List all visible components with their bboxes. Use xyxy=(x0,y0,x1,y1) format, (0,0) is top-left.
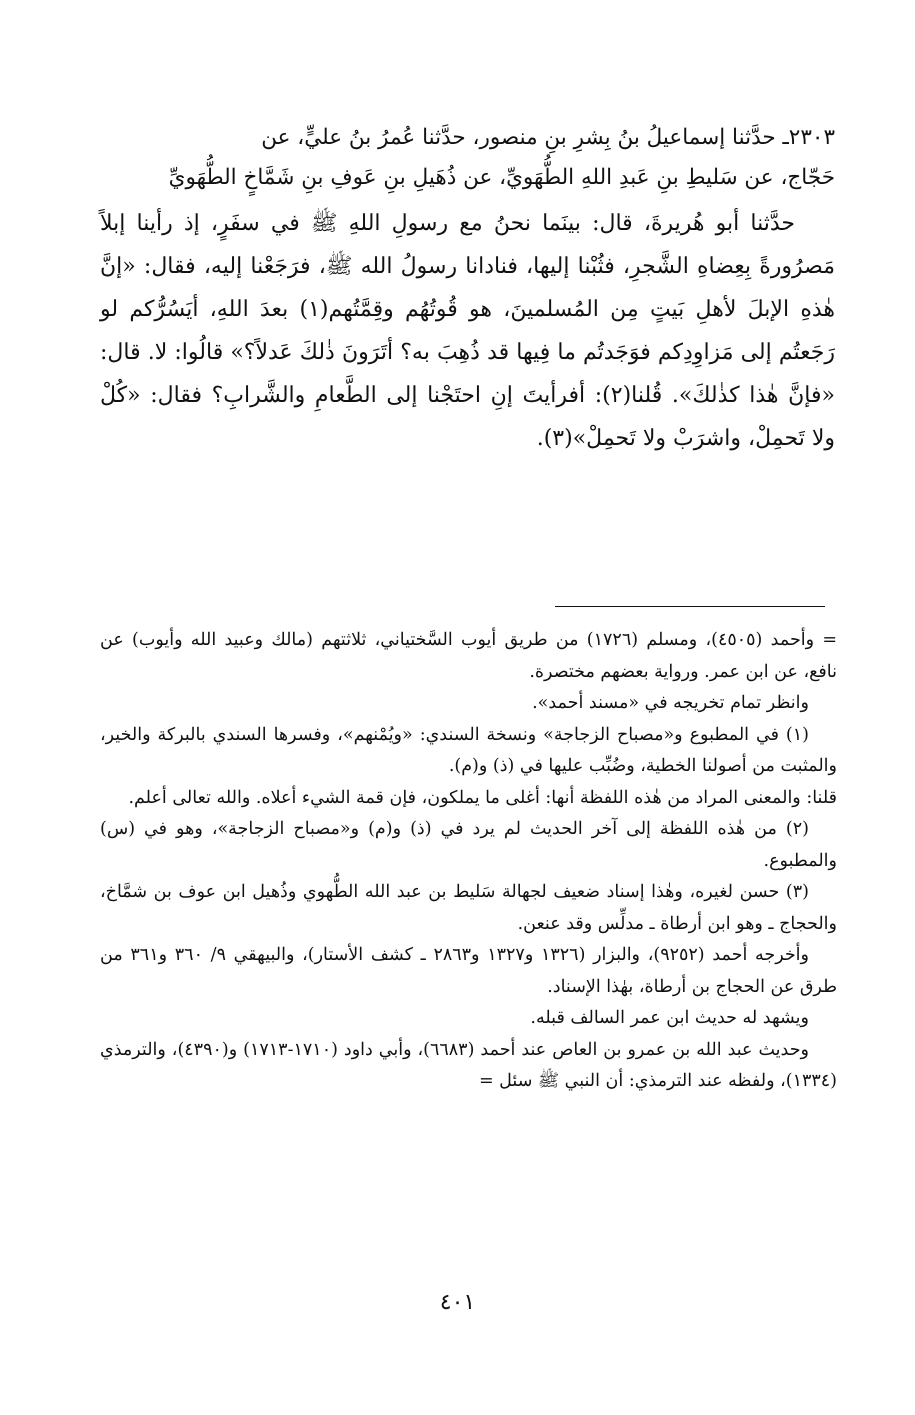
footnote-paragraph: وأخرجه أحمد (٩٢٥٢)، والبزار (١٣٢٦ و١٣٢٧ و٢٨٦٣ ـ كشف الأستار)، والبيهقي ٩/ ٣٦٠ و٣٦١ من طرق عن الحجاج بن أرطاة، بهٰذا الإسناد. xyxy=(100,945,837,997)
footnote-paragraph: (٣) حسن لغيره، وهٰذا إسناد ضعيف لجهالة سَليط بن عبد الله الطُّهوي وذُهيل ابن عوف بن شمَّاخ، والحجاج ـ وهو ابن أرطاة ـ مدلِّس وقد عنعن. xyxy=(100,882,837,934)
footnote-divider xyxy=(555,606,825,607)
footnotes xyxy=(100,625,837,1098)
footnote-paragraph: = وأحمد (٤٥٠٥)، ومسلم (١٧٢٦) من طريق أيوب السَّختياني، ثلاثتهم (مالك وعبيد الله وأيوب) عن نافع، عن ابن عمر. ورواية بعضهم مختصرة. xyxy=(100,630,837,682)
hadith-main-text xyxy=(100,118,835,460)
page-number: ٤٠١ xyxy=(439,1290,476,1315)
footnote-paragraph: (٢) من هٰذه اللفظة إلى آخر الحديث لم يرد في (ذ) و(م) و«مصباح الزجاجة»، وهو في (س) والمطبوع. xyxy=(100,819,837,871)
footnote-paragraph: قلنا: والمعنى المراد من هٰذه اللفظة أنها: أغلى ما يملكون، فإن قمة الشيء أعلاه. والله تعالى أعلم. xyxy=(128,787,837,808)
footnote-paragraph: وانظر تمام تخريجه في «مسند أحمد». xyxy=(532,693,809,713)
isnad-line: حَجّاج، عن سَليطِ بنِ عَبدِ اللهِ الطُّهَويِّ، عن ذُهَيلِ بنِ عَوفِ بنِ شَمَّاخٍ الطُّهَويِّ xyxy=(168,165,835,190)
footnote-paragraph: وحديث عبد الله بن عمرو بن العاص عند أحمد (٦٦٨٣)، وأبي داود (١٧١٠-١٧١٣) و(٤٣٩٠)، والترمذي (١٣٣٤)، ولفظه عند الترمذي: أن النبي ﷺ سئل = xyxy=(100,1039,837,1091)
footnote-paragraph: (١) في المطبوع و«مصباح الزجاجة» ونسخة السندي: «ويُمْنهم»، وفسرها السندي بالبركة والخير، والمثبت من أصولنا الخطية، وضُبِّب عليها في (ذ) و(م). xyxy=(100,724,837,776)
isnad-line: ٢٣٠٣ـ حدَّثنا إسماعيلُ بنُ بِشرِ بنِ منصور، حدَّثنا عُمرُ بنُ عليٍّ، عن xyxy=(261,125,835,150)
hadith-matn: حدَّثنا أبو هُريرةَ، قال: بينَما نحنُ مع رسولِ اللهِ ﷺ في سفَرٍ، إذ رأينا إبلاً مَصرُورةً بِعِضاهِ الشَّجرِ، فثُبْنا إليها، فنادانا رسولُ الله ﷺ، فرَجَعْنا إليه، فقال: «إنَّ هٰذهِ الإبلَ لأهلِ بَيتٍ مِن المُسلمينَ، هو قُوتُهُم وقِمَّتُهم(١) بعدَ اللهِ، أيَسُرُّكم لو رَجَعتُم إلى مَزاوِدِكم فوَجَدتُم ما فِيها قد ذُهِبَ به؟ أتَرَونَ ذٰلكَ عَدلاً؟» قالُوا: لا. قال: «فإنَّ هٰذا كذٰلكَ». قُلنا(٢): أفرأيتَ إنِ احتَجْنا إلى الطَّعامِ والشَّرابِ؟ فقال: «كُلْ ولا تَحمِلْ، واشرَبْ ولا تَحمِلْ»(٣). xyxy=(100,211,835,451)
footnote-paragraph: ويشهد له حديث ابن عمر السالف قبله. xyxy=(530,1008,809,1028)
